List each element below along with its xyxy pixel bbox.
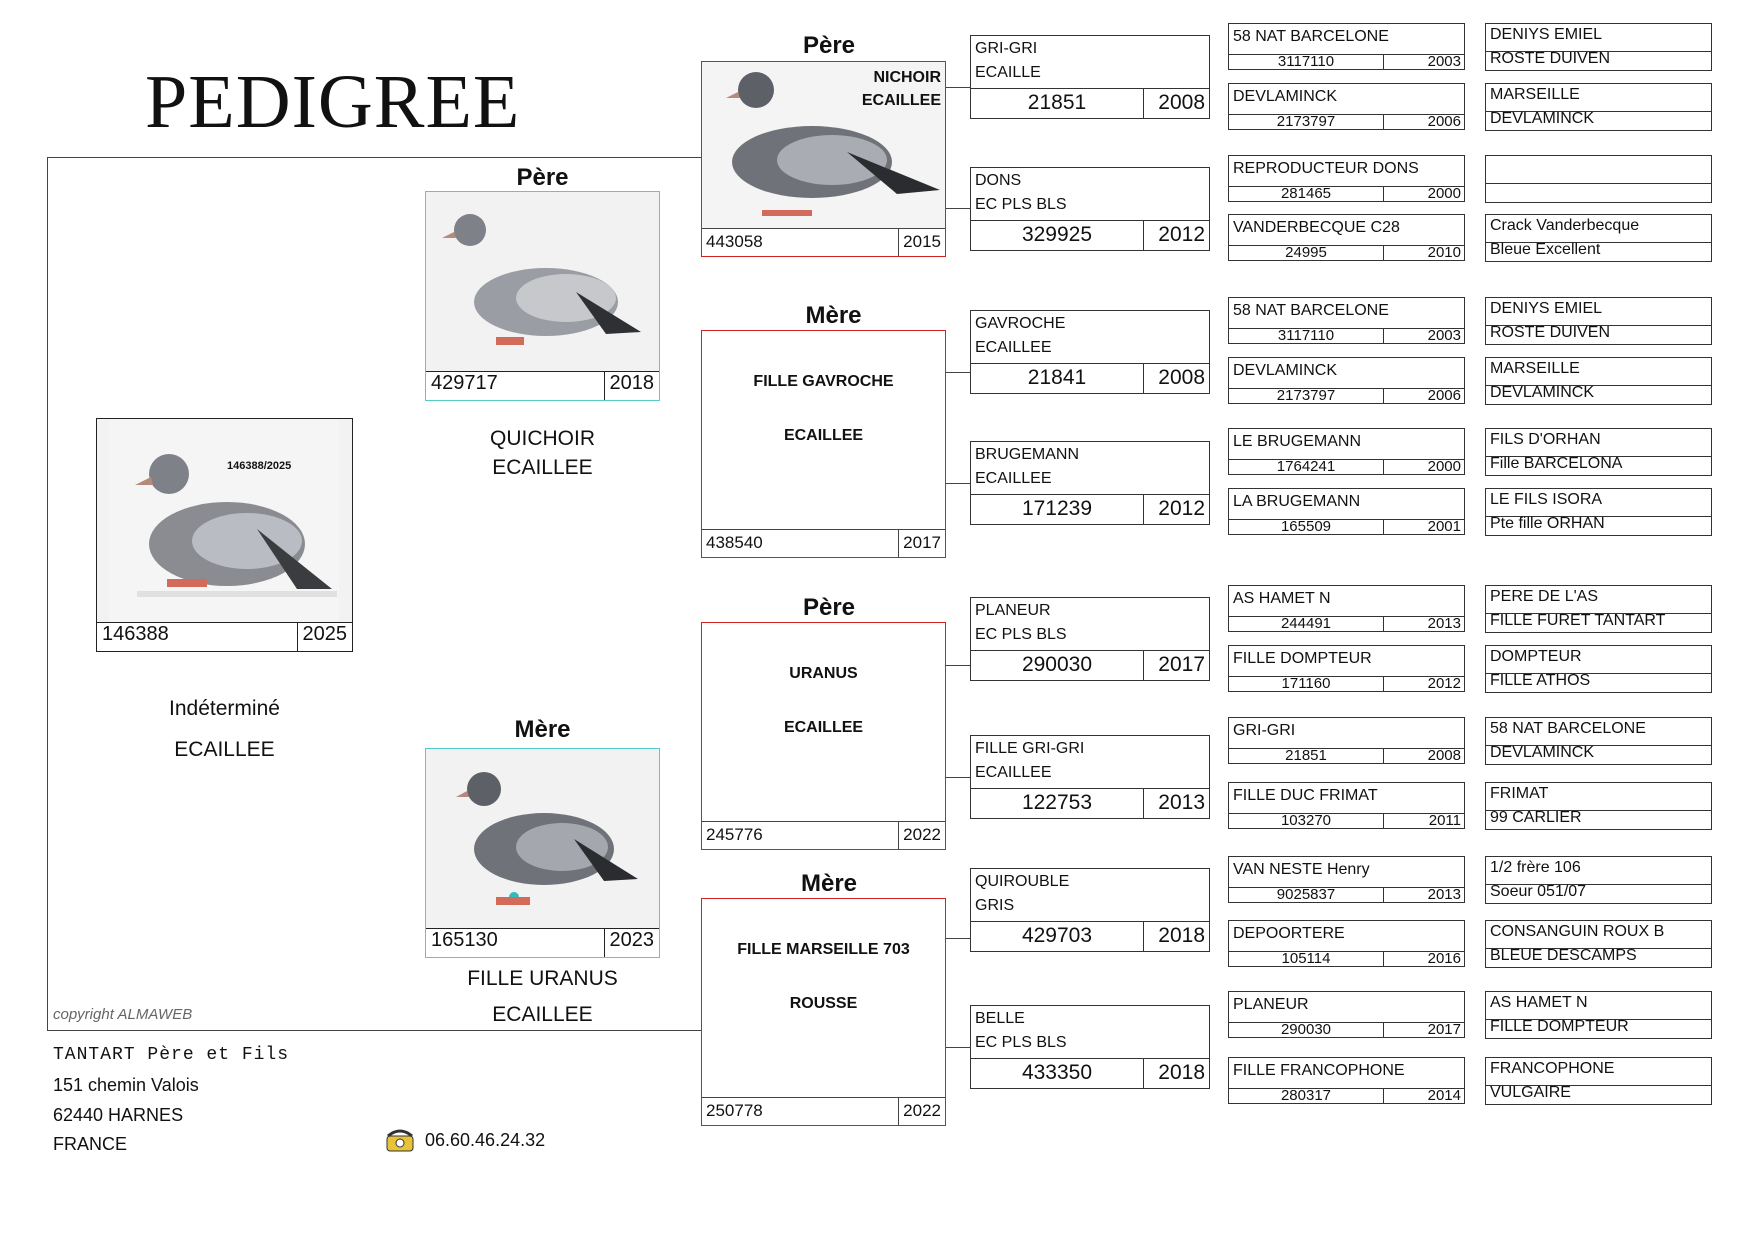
gen2-card (701, 898, 946, 1126)
gen3-color: ECAILLEE (975, 764, 1052, 781)
gen4-ring-bar (1229, 328, 1464, 343)
gen4-box (1228, 214, 1465, 261)
gen4-box (1228, 782, 1465, 829)
gen3-name: BELLE (975, 1010, 1025, 1027)
gen3-ring-bar (971, 363, 1209, 393)
gen4-box (1228, 297, 1465, 344)
gen4-box (1228, 488, 1465, 535)
gen4-ring: 9025837 (1229, 888, 1384, 902)
gen2-color: ECAILLEE (783, 719, 864, 736)
gen5-dam: 99 CARLIER (1490, 809, 1582, 826)
gen2-ring-bar (702, 821, 945, 849)
dam-photo (426, 749, 659, 929)
dam-card (425, 748, 660, 958)
gen4-ring-bar (1229, 519, 1464, 534)
gen4-ring-bar (1229, 813, 1464, 828)
gen4-name: FILLE DOMPTEUR (1233, 650, 1372, 667)
gen5-box (1485, 488, 1712, 536)
gen3-name: BRUGEMANN (975, 446, 1080, 463)
telephone-icon (385, 1128, 415, 1152)
gen5-sire: LE FILS ISORA (1486, 489, 1711, 517)
gen5-box (1485, 23, 1712, 71)
gen3-ring: 429703 (971, 922, 1144, 951)
gen2-year: 2017 (903, 533, 941, 552)
gen2-ring-bar (702, 529, 945, 557)
gen4-ring: 280317 (1229, 1089, 1384, 1103)
dam-color: ECAILLEE (492, 1003, 593, 1026)
gen3-color: GRIS (975, 897, 1015, 914)
gen4-ring-bar (1229, 459, 1464, 474)
dam-ring-bar (426, 928, 659, 957)
gen3-box (970, 167, 1210, 251)
breeder-city: 62440 HARNES (53, 1105, 184, 1125)
gen4-year: 2006 (1427, 114, 1461, 129)
gen4-ring-bar (1229, 245, 1464, 260)
gen5-dam: FILLE DOMPTEUR (1490, 1018, 1629, 1035)
gen2-header: Père (802, 594, 856, 621)
gen5-dam: ROSTE DUIVEN (1490, 324, 1611, 341)
subject-ring: 146388 (97, 623, 298, 651)
gen5-dam: FILLE FURET TANTART (1490, 612, 1666, 629)
gen2-year: 2022 (903, 825, 941, 844)
gen3-color: ECAILLEE (975, 470, 1052, 487)
gen2-header: Mère (805, 302, 862, 329)
gen5-box (1485, 357, 1712, 405)
gen4-name: 58 NAT BARCELONE (1233, 28, 1389, 45)
gen4-box (1228, 155, 1465, 202)
gen3-year: 2018 (1158, 1061, 1205, 1084)
gen4-ring: 1764241 (1229, 460, 1384, 474)
gen4-name: LA BRUGEMANN (1233, 493, 1361, 510)
gen3-ring: 122753 (971, 789, 1144, 818)
gen3-color: ECAILLEE (975, 339, 1052, 356)
gen3-box (970, 35, 1210, 119)
gen5-sire: FILS D'ORHAN (1486, 429, 1711, 457)
gen3-ring-bar (971, 88, 1209, 118)
gen4-ring-bar (1229, 114, 1464, 129)
gen5-sire: 1/2 frère 106 (1486, 857, 1711, 885)
gen4-ring: 244491 (1229, 617, 1384, 631)
gen5-box (1485, 83, 1712, 131)
gen4-year: 2001 (1427, 519, 1461, 534)
gen2-name: URANUS (789, 665, 858, 682)
gen4-ring: 281465 (1229, 187, 1384, 201)
gen5-sire: PERE DE L'AS (1486, 586, 1711, 614)
gen3-ring: 171239 (971, 495, 1144, 524)
gen5-dam: BLEUE DESCAMPS (1490, 947, 1637, 964)
gen5-box (1485, 297, 1712, 345)
gen4-name: AS HAMET N (1233, 590, 1331, 607)
gen3-name: GRI-GRI (975, 40, 1038, 57)
sire-year: 2018 (609, 372, 654, 394)
gen5-dam: DEVLAMINCK (1490, 744, 1595, 761)
gen5-dam: DEVLAMINCK (1490, 110, 1595, 127)
gen2-color: ECAILLEE (861, 92, 941, 109)
pigeon-photo-icon (97, 419, 352, 623)
gen3-box (970, 597, 1210, 681)
gen4-ring-bar (1229, 748, 1464, 763)
gen4-box (1228, 920, 1465, 967)
gen4-ring: 2173797 (1229, 389, 1384, 403)
gen4-ring: 290030 (1229, 1023, 1384, 1037)
dam-header: Mère (514, 716, 571, 743)
pigeon-photo-icon (426, 749, 659, 929)
gen4-year: 2013 (1427, 616, 1461, 631)
breeder-country: FRANCE (53, 1134, 128, 1154)
gen5-sire: DOMPTEUR (1486, 646, 1711, 674)
gen3-color: EC PLS BLS (975, 626, 1067, 643)
telephone-icon (385, 1128, 415, 1152)
gen4-box (1228, 645, 1465, 692)
gen4-name: REPRODUCTEUR DONS (1233, 160, 1419, 177)
gen5-box (1485, 214, 1712, 262)
gen4-ring: 171160 (1229, 677, 1384, 691)
gen4-year: 2013 (1427, 887, 1461, 902)
gen3-name: DONS (975, 172, 1022, 189)
gen3-ring-bar (971, 220, 1209, 250)
gen2-name: FILLE GAVROCHE (753, 373, 894, 390)
gen5-box (1485, 428, 1712, 476)
gen4-box (1228, 856, 1465, 903)
gen4-ring: 105114 (1229, 952, 1384, 966)
gen4-year: 2010 (1427, 245, 1461, 260)
gen2-ring-bar (702, 228, 945, 256)
gen3-color: ECAILLE (975, 64, 1041, 81)
gen3-ring-bar (971, 921, 1209, 951)
gen2-photo-caption (862, 66, 941, 112)
gen5-sire: MARSEILLE (1486, 84, 1711, 112)
gen5-dam (1486, 180, 1711, 207)
sire-header: Père (516, 164, 569, 191)
sire-ring: 429717 (426, 372, 605, 400)
gen4-year: 2011 (1428, 813, 1461, 828)
gen3-year: 2018 (1158, 924, 1205, 947)
breeder-name: TANTART Père et Fils (53, 1045, 290, 1065)
gen4-name: LE BRUGEMANN (1233, 433, 1362, 450)
subject-card (96, 418, 353, 652)
gen2-card (701, 330, 946, 558)
gen3-ring: 329925 (971, 221, 1144, 250)
gen3-ring-bar (971, 1058, 1209, 1088)
sire-name: QUICHOIR (490, 427, 595, 450)
pigeon-photo-icon (426, 192, 659, 372)
gen2-header: Père (802, 32, 856, 59)
gen4-box (1228, 585, 1465, 632)
gen3-name: GAVROCHE (975, 315, 1066, 332)
gen3-box (970, 868, 1210, 952)
gen4-ring-bar (1229, 887, 1464, 902)
gen4-box (1228, 23, 1465, 70)
gen2-ring-bar (702, 1097, 945, 1125)
gen5-sire: MARSEILLE (1486, 358, 1711, 386)
gen3-box (970, 1005, 1210, 1089)
gen5-sire: FRANCOPHONE (1486, 1058, 1711, 1086)
gen5-sire: Crack Vanderbecque (1486, 215, 1711, 243)
gen5-sire: FRIMAT (1486, 783, 1711, 811)
gen3-ring: 290030 (971, 651, 1144, 680)
gen4-year: 2003 (1427, 54, 1461, 69)
subject-sex: Indéterminé (169, 697, 280, 720)
gen5-dam: DEVLAMINCK (1490, 384, 1595, 401)
gen2-ring: 438540 (702, 530, 899, 557)
gen2-ring: 245776 (702, 822, 899, 849)
gen5-box (1485, 920, 1712, 968)
gen4-year: 2003 (1427, 328, 1461, 343)
gen4-name: DEVLAMINCK (1233, 88, 1338, 105)
gen4-name: 58 NAT BARCELONE (1233, 302, 1389, 319)
gen4-year: 2000 (1427, 459, 1461, 474)
gen4-ring: 24995 (1229, 246, 1384, 260)
gen3-year: 2008 (1158, 91, 1205, 114)
subject-photo (97, 419, 352, 623)
gen4-ring: 165509 (1229, 520, 1384, 534)
gen5-box (1485, 645, 1712, 693)
sire-card (425, 191, 660, 401)
gen3-name: FILLE GRI-GRI (975, 740, 1085, 757)
gen3-year: 2013 (1158, 791, 1205, 814)
gen3-year: 2012 (1158, 497, 1205, 520)
gen2-color: ROUSSE (789, 995, 858, 1012)
gen3-year: 2012 (1158, 223, 1205, 246)
gen4-year: 2008 (1427, 748, 1461, 763)
gen3-ring: 21841 (971, 364, 1144, 393)
gen3-ring-bar (971, 650, 1209, 680)
dam-name: FILLE URANUS (467, 967, 618, 990)
copyright-text: copyright ALMAWEB (53, 1006, 193, 1023)
gen5-dam: Fille BARCELONA (1490, 455, 1623, 472)
gen5-box (1485, 856, 1712, 904)
gen2-card (701, 61, 946, 257)
gen4-name: VANDERBECQUE C28 (1233, 219, 1400, 236)
gen4-ring-bar (1229, 1022, 1464, 1037)
page-title: PEDIGREE (145, 60, 521, 144)
subject-ring-bar (97, 622, 352, 651)
gen4-box (1228, 991, 1465, 1038)
gen4-ring-bar (1229, 186, 1464, 201)
gen3-name: QUIROUBLE (975, 873, 1070, 890)
gen5-box (1485, 585, 1712, 633)
breeder-phone: 06.60.46.24.32 (425, 1130, 546, 1150)
gen2-name: NICHOIR (873, 69, 941, 86)
gen5-dam: Pte fille ORHAN (1490, 515, 1605, 532)
gen5-dam: VULGAIRE (1490, 1084, 1571, 1101)
gen4-ring: 2173797 (1229, 115, 1384, 129)
gen3-color: EC PLS BLS (975, 1034, 1067, 1051)
gen4-ring: 103270 (1229, 814, 1384, 828)
gen5-dam: Bleue Excellent (1490, 241, 1601, 258)
dam-ring: 165130 (426, 929, 605, 957)
gen4-name: DEPOORTERE (1233, 925, 1345, 942)
gen2-card (701, 622, 946, 850)
gen5-box (1485, 1057, 1712, 1105)
gen4-ring-bar (1229, 951, 1464, 966)
gen2-ring: 443058 (702, 229, 899, 256)
gen4-year: 2017 (1427, 1022, 1461, 1037)
gen5-sire: DENIYS EMIEL (1486, 298, 1711, 326)
gen4-name: FILLE FRANCOPHONE (1233, 1062, 1405, 1079)
sire-ring-bar (426, 371, 659, 400)
sire-color: ECAILLEE (492, 456, 593, 479)
gen5-sire: CONSANGUIN ROUX B (1486, 921, 1711, 949)
gen4-box (1228, 428, 1465, 475)
gen5-dam: Soeur 051/07 (1490, 883, 1587, 900)
gen3-year: 2008 (1158, 366, 1205, 389)
gen4-box (1228, 1057, 1465, 1104)
gen3-name: PLANEUR (975, 602, 1051, 619)
gen5-box (1485, 782, 1712, 830)
gen4-name: DEVLAMINCK (1233, 362, 1338, 379)
gen4-ring-bar (1229, 1088, 1464, 1103)
gen4-year: 2006 (1427, 388, 1461, 403)
gen4-name: PLANEUR (1233, 996, 1309, 1013)
gen4-ring: 3117110 (1229, 55, 1384, 69)
gen4-year: 2014 (1427, 1088, 1461, 1103)
gen3-ring: 433350 (971, 1059, 1144, 1088)
gen4-ring-bar (1229, 616, 1464, 631)
gen3-box (970, 310, 1210, 394)
gen4-year: 2016 (1427, 951, 1461, 966)
gen3-color: EC PLS BLS (975, 196, 1067, 213)
gen2-year: 2015 (903, 232, 941, 251)
gen4-ring: 3117110 (1229, 329, 1384, 343)
gen5-box (1485, 991, 1712, 1039)
gen4-ring-bar (1229, 676, 1464, 691)
gen2-year: 2022 (903, 1101, 941, 1120)
gen3-ring-bar (971, 788, 1209, 818)
gen5-sire: DENIYS EMIEL (1486, 24, 1711, 52)
gen4-name: GRI-GRI (1233, 722, 1296, 739)
gen3-ring-bar (971, 494, 1209, 524)
gen2-name: FILLE MARSEILLE 703 (737, 941, 910, 958)
gen2-header: Mère (800, 870, 858, 897)
gen5-dam: FILLE ATHOS (1490, 672, 1591, 689)
gen5-dam: ROSTE DUIVEN (1490, 50, 1611, 67)
gen5-sire: AS HAMET N (1486, 992, 1711, 1020)
gen4-ring: 21851 (1229, 749, 1384, 763)
dam-year: 2023 (609, 929, 654, 951)
gen4-box (1228, 717, 1465, 764)
gen4-ring-bar (1229, 54, 1464, 69)
subject-photo-label: 146388/2025 (227, 460, 292, 472)
gen4-name: FILLE DUC FRIMAT (1233, 787, 1378, 804)
gen5-sire: 58 NAT BARCELONE (1486, 718, 1711, 746)
gen3-year: 2017 (1158, 653, 1205, 676)
sire-photo (426, 192, 659, 372)
subject-year: 2025 (302, 623, 347, 645)
gen4-box (1228, 357, 1465, 404)
gen4-year: 2000 (1427, 186, 1461, 201)
gen3-ring: 21851 (971, 89, 1144, 118)
gen4-name: VAN NESTE Henry (1233, 861, 1370, 878)
gen3-box (970, 735, 1210, 819)
gen4-box (1228, 83, 1465, 130)
gen5-box (1485, 155, 1712, 203)
gen5-box (1485, 717, 1712, 765)
breeder-address: 151 chemin Valois (53, 1075, 199, 1095)
subject-color: ECAILLEE (174, 738, 275, 761)
gen2-color: ECAILLEE (783, 427, 864, 444)
gen4-ring-bar (1229, 388, 1464, 403)
gen4-year: 2012 (1427, 676, 1461, 691)
gen3-box (970, 441, 1210, 525)
gen2-ring: 250778 (702, 1098, 899, 1125)
